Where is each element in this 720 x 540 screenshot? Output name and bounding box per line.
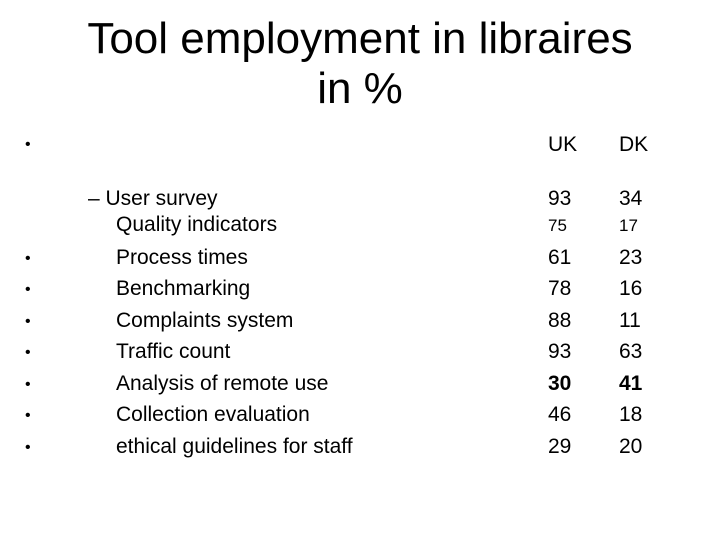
row-label-analysis-remote-use: Analysis of remote use <box>116 372 329 395</box>
bullet-marker: • <box>25 281 31 298</box>
bullet-marker: • <box>25 136 31 153</box>
dk-value: 23 <box>619 246 643 269</box>
row-label-user-survey: – User survey <box>88 187 218 210</box>
dk-value: 63 <box>619 340 643 363</box>
bullet-marker: • <box>25 344 31 361</box>
column-header-uk: UK <box>548 133 578 156</box>
row-label-complaints-system: Complaints system <box>116 309 294 332</box>
uk-value: 93 <box>548 340 572 363</box>
dk-value: 41 <box>619 372 643 395</box>
bullet-marker: • <box>25 439 31 456</box>
row-label-process-times: Process times <box>116 246 248 269</box>
uk-value: 29 <box>548 435 572 458</box>
uk-value: 88 <box>548 309 572 332</box>
bullet-marker: • <box>25 407 31 424</box>
dk-value: 20 <box>619 435 643 458</box>
row-label-quality-indicators: Quality indicators <box>116 213 278 236</box>
row-label-benchmarking: Benchmarking <box>116 277 251 300</box>
row-label-traffic-count: Traffic count <box>116 340 231 363</box>
dk-value: 18 <box>619 403 643 426</box>
dk-value: 11 <box>619 309 641 332</box>
bullet-marker: • <box>25 250 31 267</box>
slide-title <box>40 14 680 114</box>
uk-value: 78 <box>548 277 572 300</box>
title-line-2: in % <box>317 64 403 113</box>
row-label-ethical-guidelines: ethical guidelines for staff <box>116 435 353 458</box>
uk-value: 75 <box>548 216 567 235</box>
bullet-marker: • <box>25 376 31 393</box>
title-line-1: Tool employment in libraires <box>87 14 633 63</box>
uk-value: 46 <box>548 403 572 426</box>
dk-value: 17 <box>619 216 638 235</box>
uk-value: 30 <box>548 372 572 395</box>
dk-value: 16 <box>619 277 643 300</box>
dk-value: 34 <box>619 187 643 210</box>
uk-value: 93 <box>548 187 572 210</box>
bullet-marker: • <box>25 313 31 330</box>
row-label-collection-evaluation: Collection evaluation <box>116 403 310 426</box>
uk-value: 61 <box>548 246 572 269</box>
column-header-dk: DK <box>619 133 649 156</box>
